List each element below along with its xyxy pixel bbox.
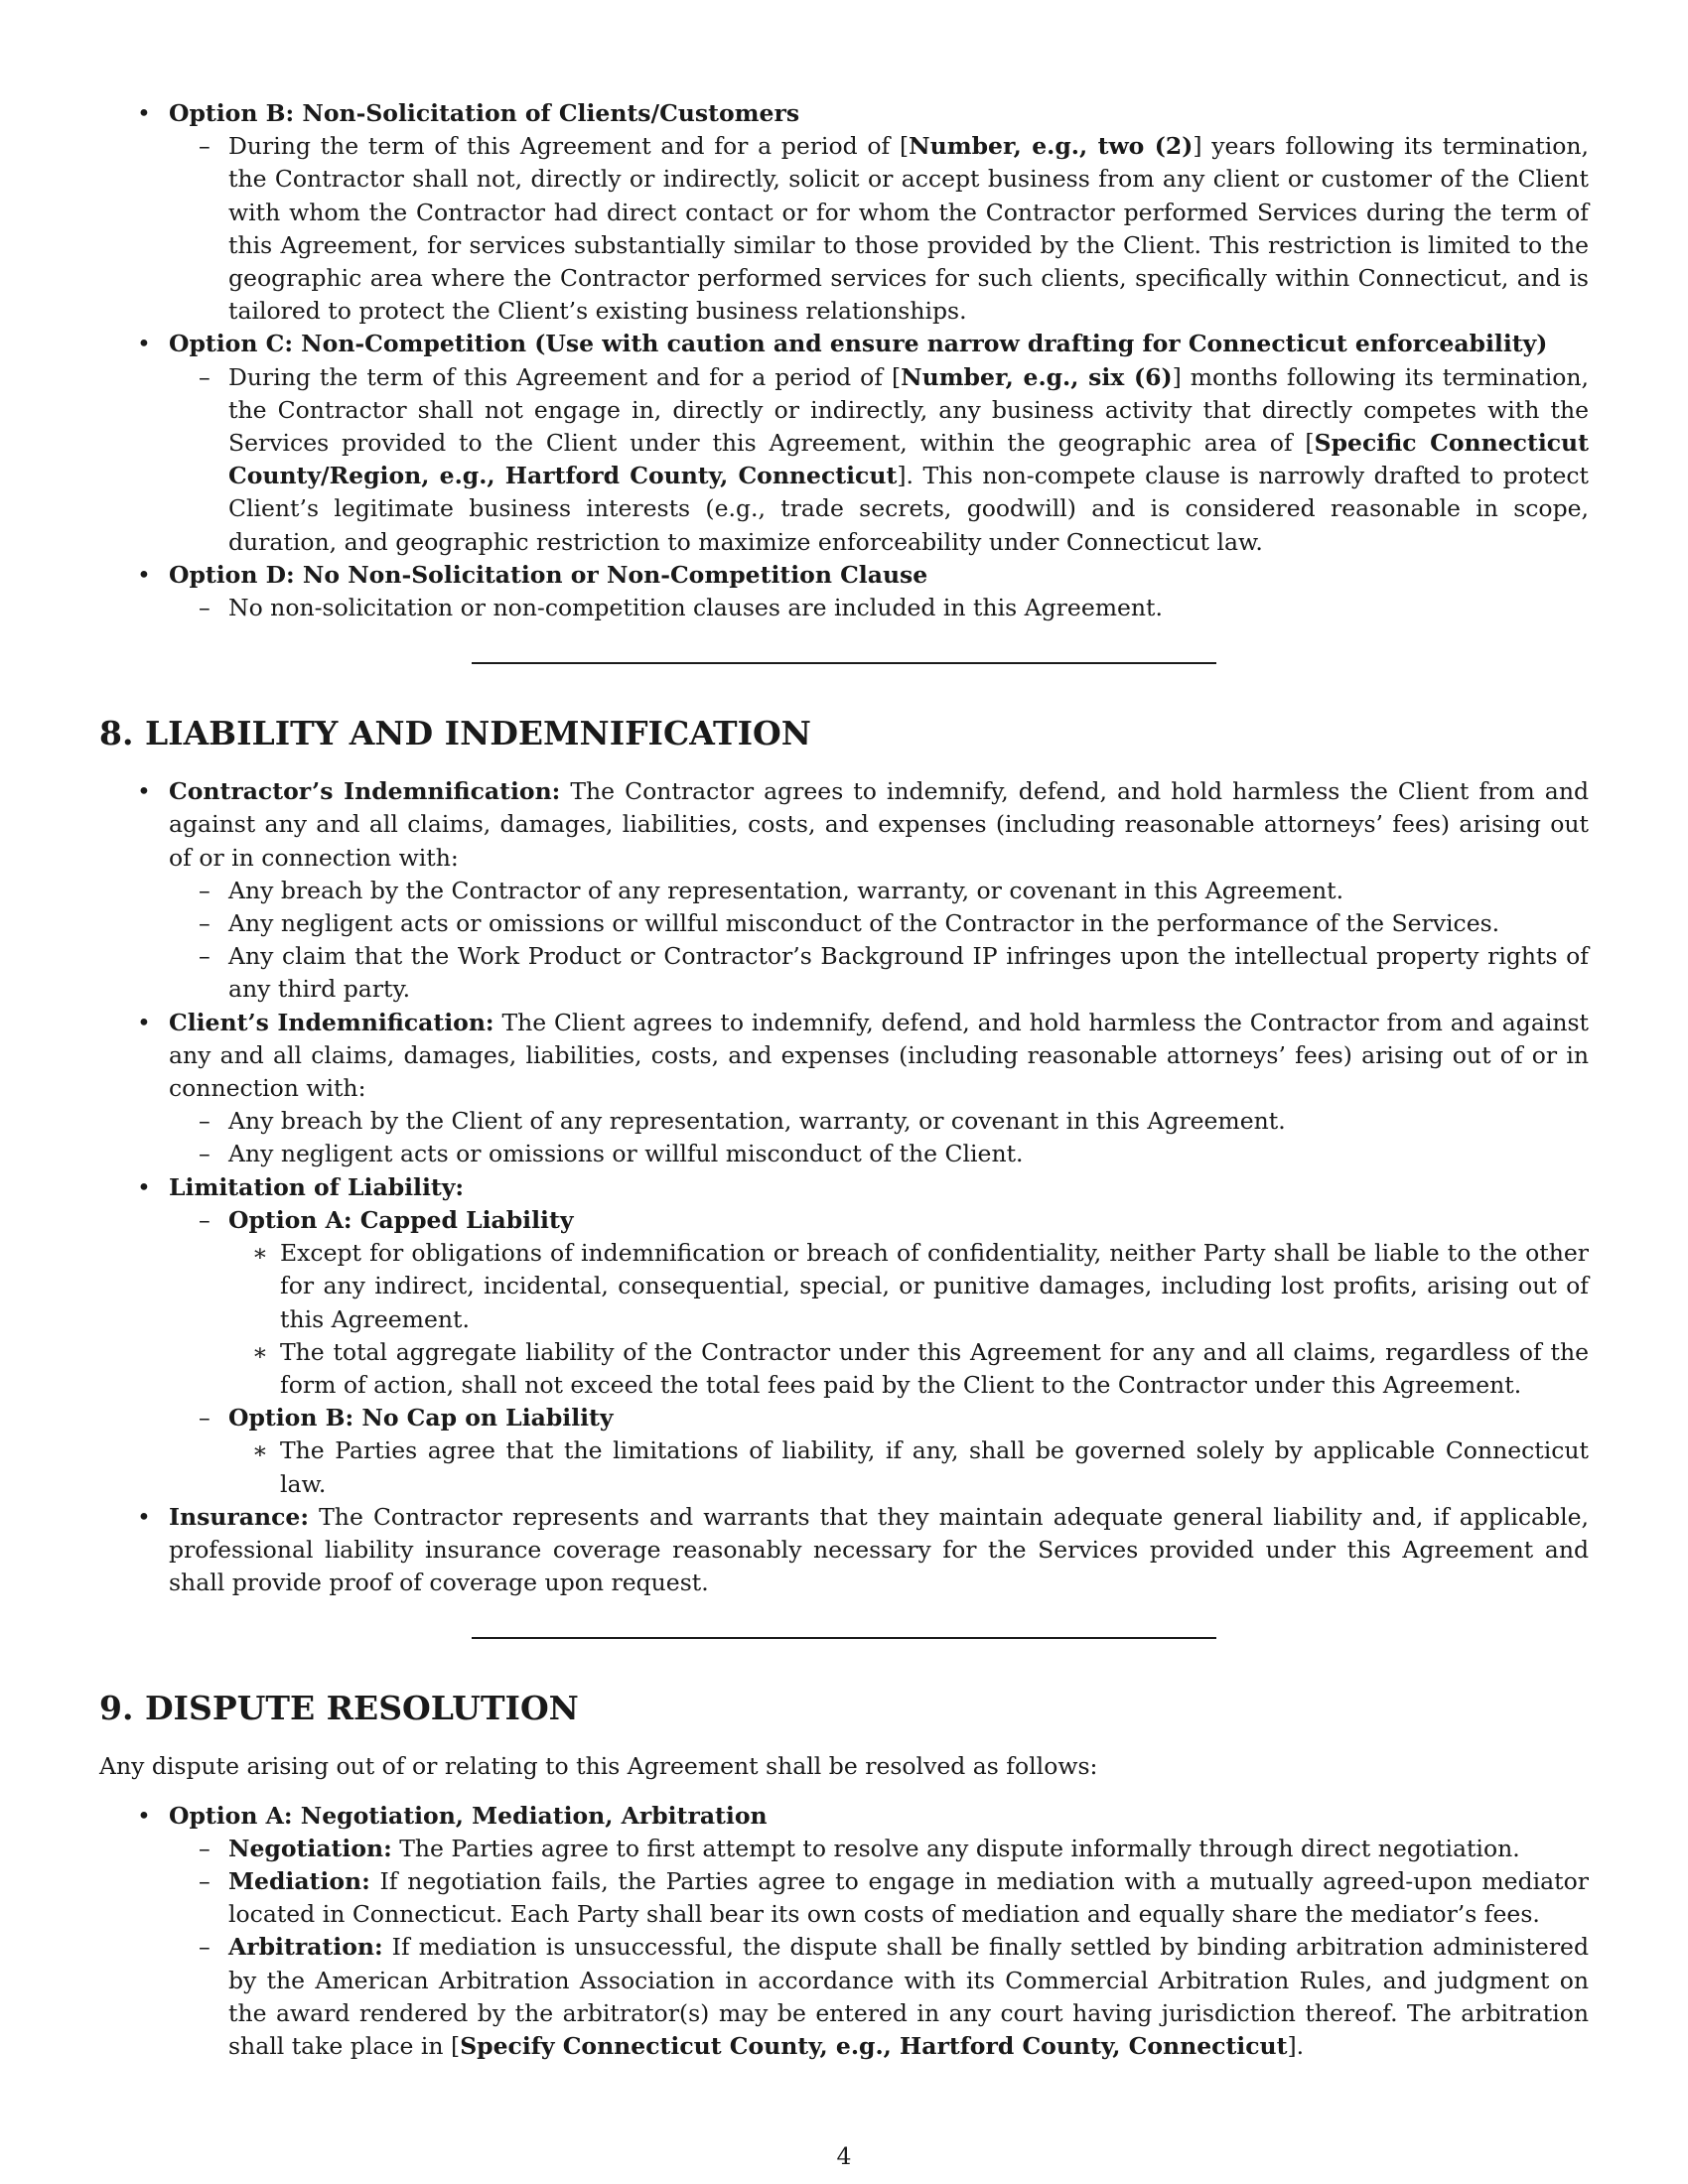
arbitration-item: – Arbitration: If mediation is unsuccessful, the dispute shall be finally settled by binding arbitration administered by the American Arbitration Association in accordance with its Commercial Arbitration Rules, and judgment on the award rendered by the arbitrator(s) may be entered in any court having jurisdiction thereof. The arbitration shall take place in [Specify Connecticut County, e.g., Hartford County, Connecticut]. xyxy=(169,1931,1589,2063)
option-b-text: – During the term of this Agreement and for a period of [Number, e.g., two (2)] years following its termination, the Contractor shall not, directly or indirectly, solicit or accept business from any client or customer of the Client with whom the Contractor had direct contact or for whom the Contractor performed Services during the term of this Agreement, for services substantially similar to those provided by the Client. This restriction is limited to the geographic area where the Contractor performed services for such clients, specifically within Connecticut, and is tailored to protect the Client’s existing business relationships. xyxy=(169,130,1589,328)
option-c-heading: Option C: Non-Competition (Use with caution and ensure narrow drafting for Connecticut enforceability) xyxy=(169,330,1548,358)
option-c-text: – During the term of this Agreement and for a period of [Number, e.g., six (6)] months following its termination, the Contractor shall not engage in, directly or indirectly, any business activity that directly competes with the Services provided to the Client under this Agreement, within the geographic area of [Specific Connecticut County/Region, e.g., Hartford County, Connecticut]. This non-compete clause is narrowly drafted to protect Client’s legitimate business interests (e.g., trade secrets, goodwill) and is considered reasonable in scope, duration, and geographic restriction to maximize enforceability under Connecticut law. xyxy=(169,361,1589,559)
client-indemnification: • Client’s Indemnification: The Client agrees to indemnify, defend, and hold harmless the Contractor from and against any and all claims, damages, liabilities, costs, and expenses (including reasonable attorneys’ fees) arising out of or in connection with: – Any breach by the Client of any representation, warranty, or covenant in this Agreement. – Any negligent acts or omissions or willful misconduct of the Client. xyxy=(99,1007,1589,1171)
contractor-indemnification: • Contractor’s Indemnification: The Contractor agrees to indemnify, defend, and hold harmless the Client from and against any and all claims, damages, liabilities, costs, and expenses (including reasonable attorneys’ fees) arising out of or in connection with: – Any breach by the Contractor of any representation, warranty, or covenant in this Agreement. – Any negligent acts or omissions or willful misconduct of the Contractor in the performance of the Services. – Any claim that the Work Product or Contractor’s Background IP infringes upon the intellectual property rights of any third party. xyxy=(99,775,1589,1006)
mediation-item: – Mediation: If negotiation fails, the Parties agree to engage in mediation with a mutually agreed-upon mediator located in Connecticut. Each Party shall bear its own costs of mediation and equally share the mediator’s fees. xyxy=(169,1865,1589,1931)
document-page xyxy=(99,97,1589,2063)
section-divider xyxy=(472,662,1216,664)
option-b-item xyxy=(99,97,1589,328)
list-item: – Any breach by the Contractor of any representation, warranty, or covenant in this Agreement. xyxy=(169,875,1589,907)
option-d-item xyxy=(99,559,1589,624)
list-item: ∗ The total aggregate liability of the Contractor under this Agreement for any and all claims, regardless of the form of action, shall not exceed the total fees paid by the Client to the Contractor under this Agreement. xyxy=(228,1336,1589,1402)
capped-liability-option: – Option A: Capped Liability ∗ Except for obligations of indemnification or breach of confidentiality, neither Party shall be liable to the other for any indirect, incidental, consequential, special, or punitive damages, including lost profits, arising out of this Agreement. ∗ The total aggregate liability of the Contractor under this Agreement for any and all claims, regardless of the form of action, shall not exceed the total fees paid by the Client to the Contractor under this Agreement. xyxy=(169,1204,1589,1402)
section-9-title: 9. DISPUTE RESOLUTION xyxy=(99,1689,579,1728)
section-divider xyxy=(472,1637,1216,1639)
list-item: – Any claim that the Work Product or Contractor’s Background IP infringes upon the intellectual property rights of any third party. xyxy=(169,940,1589,1006)
section-9-list xyxy=(99,1800,1589,2064)
section-7-options xyxy=(99,97,1589,624)
option-d-text: – No non-solicitation or non-competition clauses are included in this Agreement. xyxy=(169,592,1589,624)
list-item: ∗ The Parties agree that the limitations of liability, if any, shall be governed solely by applicable Connecticut law. xyxy=(228,1434,1589,1500)
list-item: – Any negligent acts or omissions or willful misconduct of the Client. xyxy=(169,1138,1589,1170)
list-item: – Any negligent acts or omissions or willful misconduct of the Contractor in the performance of the Services. xyxy=(169,907,1589,940)
page-number: 4 xyxy=(836,2142,852,2170)
list-item: ∗ Except for obligations of indemnification or breach of confidentiality, neither Party shall be liable to the other for any indirect, incidental, consequential, special, or punitive damages, including lost profits, arising out of this Agreement. xyxy=(228,1237,1589,1336)
dispute-option-a: • Option A: Negotiation, Mediation, Arbitration – Negotiation: The Parties agree to first attempt to resolve any dispute informally through direct negotiation. – Mediation: If negotiation fails, the Parties agree to engage in mediation with a mutually agreed-upon mediator located in Connecticut. Each Party shall bear its own costs of mediation and equally share the mediator’s fees. – Arbitration: If mediation is unsuccessful, the dispute shall be finally settled by binding arbitration administered by the American Arbitration Association in accordance with its Commercial Arbitration Rules, and judgment on the award rendered by the arbitrator(s) may be entered in any court having jurisdiction thereof. The arbitration shall take place in [Specify Connecticut County, e.g., Hartford County, Connecticut]. xyxy=(99,1800,1589,2064)
section-9-intro: Any dispute arising out of or relating to this Agreement shall be resolved as follows: xyxy=(99,1752,1098,1781)
limitation-of-liability: • Limitation of Liability: – Option A: Capped Liability ∗ Except for obligations of indemnification or breach of confidentiality, neither Party shall be liable to the other for any indirect, incidental, consequential, special, or punitive damages, including lost profits, arising out of this Agreement. ∗ The total aggregate liability of the Contractor under this Agreement for any and all claims, regardless of the form of action, shall not exceed the total fees paid by the Client to the Contractor under this Agreement. – Option B: No Cap on Liability ∗ The Parties agree that the limitations of liability, if any, shall be governed solely by applicable Connecticut law. xyxy=(99,1171,1589,1501)
negotiation-item: – Negotiation: The Parties agree to first attempt to resolve any dispute informally through direct negotiation. xyxy=(169,1833,1589,1865)
option-b-heading: Option B: Non-Solicitation of Clients/Customers xyxy=(169,99,800,127)
insurance-item: • Insurance: The Contractor represents and warrants that they maintain adequate general liability and, if applicable, professional liability insurance coverage reasonably necessary for the Services provided under this Agreement and shall provide proof of coverage upon request. xyxy=(99,1501,1589,1600)
no-cap-option: – Option B: No Cap on Liability ∗ The Parties agree that the limitations of liability, if any, shall be governed solely by applicable Connecticut law. xyxy=(169,1402,1589,1501)
section-8-list xyxy=(99,775,1589,1599)
option-d-heading: Option D: No Non-Solicitation or Non-Competition Clause xyxy=(169,560,928,589)
option-c-item xyxy=(99,328,1589,558)
section-8-title: 8. LIABILITY AND INDEMNIFICATION xyxy=(99,714,811,753)
list-item: – Any breach by the Client of any representation, warranty, or covenant in this Agreement. xyxy=(169,1105,1589,1138)
